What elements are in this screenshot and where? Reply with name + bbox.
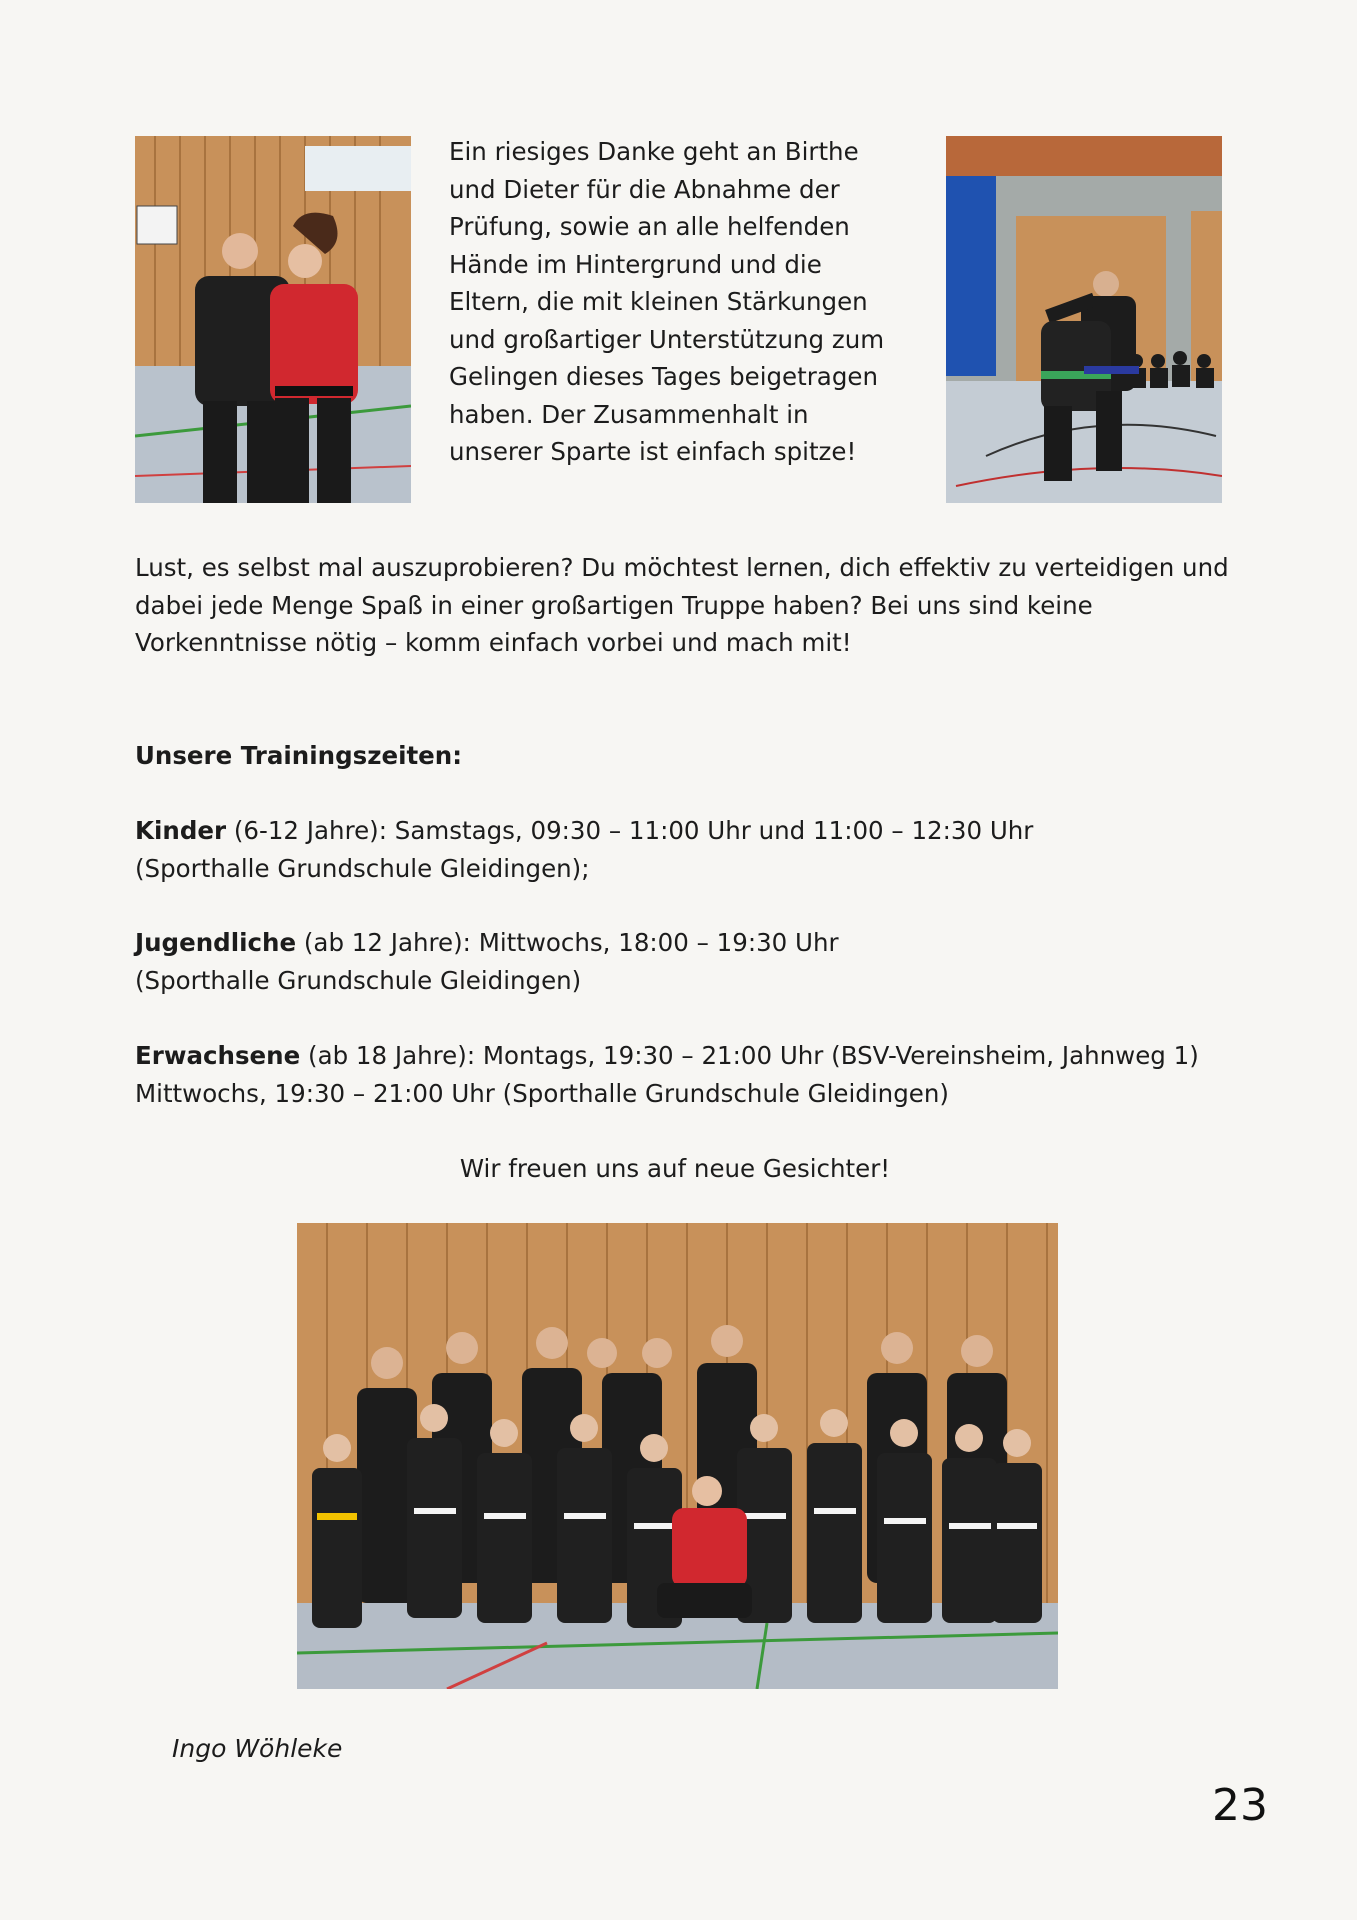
page-number-text: 23 bbox=[1212, 1780, 1268, 1831]
schedule-kids-line1 bbox=[135, 812, 1235, 850]
schedule-kids bbox=[135, 812, 1235, 887]
invitation-paragraph bbox=[135, 549, 1235, 662]
schedule-youth-time: (ab 12 Jahre): Mittwochs, 18:00 – 19:30 Uhr bbox=[296, 928, 839, 957]
schedule-kids-time: (6-12 Jahre): Samstags, 09:30 – 11:00 Uhr und 11:00 – 12:30 Uhr bbox=[226, 816, 1034, 845]
invitation-text: Lust, es selbst mal auszuprobieren? Du möchtest lernen, dich effektiv zu verteidigen und dabei jede Menge Spaß in einer großartigen Truppe haben? Bei uns sind keine Vorkenntnisse nötig – komm einfach vorbei und mach mit! bbox=[135, 553, 1229, 657]
welcome-text: Wir freuen uns auf neue Gesichter! bbox=[459, 1154, 891, 1183]
photo-instructors bbox=[135, 136, 411, 503]
author-name: Ingo Wöhleke bbox=[172, 1734, 343, 1763]
schedule-adults-time: (ab 18 Jahre): Montags, 19:30 – 21:00 Uhr (BSV-Vereinsheim, Jahnweg 1) bbox=[300, 1041, 1199, 1070]
schedule-youth bbox=[135, 924, 1235, 999]
welcome-line bbox=[135, 1150, 1215, 1188]
page-number bbox=[1212, 1780, 1268, 1831]
schedule-youth-line1 bbox=[135, 924, 1235, 962]
training-heading bbox=[135, 737, 462, 775]
photo-group bbox=[297, 1223, 1058, 1689]
schedule-kids-label: Kinder bbox=[135, 816, 227, 845]
intro-paragraph bbox=[449, 133, 909, 471]
schedule-youth-label: Jugendliche bbox=[135, 928, 297, 957]
schedule-adults-line1 bbox=[135, 1037, 1235, 1075]
schedule-adults-label: Erwachsene bbox=[135, 1041, 301, 1070]
schedule-kids-location: (Sporthalle Grundschule Gleidingen); bbox=[135, 853, 590, 883]
schedule-youth-location: (Sporthalle Grundschule Gleidingen) bbox=[135, 965, 582, 995]
training-heading-text: Unsere Trainingszeiten: bbox=[135, 741, 463, 770]
author-signature bbox=[172, 1734, 342, 1763]
schedule-adults-line2: Mittwochs, 19:30 – 21:00 Uhr (Sporthalle Grundschule Gleidingen) bbox=[135, 1078, 949, 1108]
intro-text: Ein riesiges Danke geht an Birthe und Dieter für die Abnahme der Prüfung, sowie an alle helfenden Hände im Hintergrund und die Eltern, die mit kleinen Stärkungen und großartiger Unterstützung zum Gelingen dieses Tages beigetragen haben. Der Zusammenhalt in unserer Sparte ist einfach spitze! bbox=[449, 137, 885, 466]
schedule-adults bbox=[135, 1037, 1235, 1112]
photo-sparring bbox=[946, 136, 1222, 503]
